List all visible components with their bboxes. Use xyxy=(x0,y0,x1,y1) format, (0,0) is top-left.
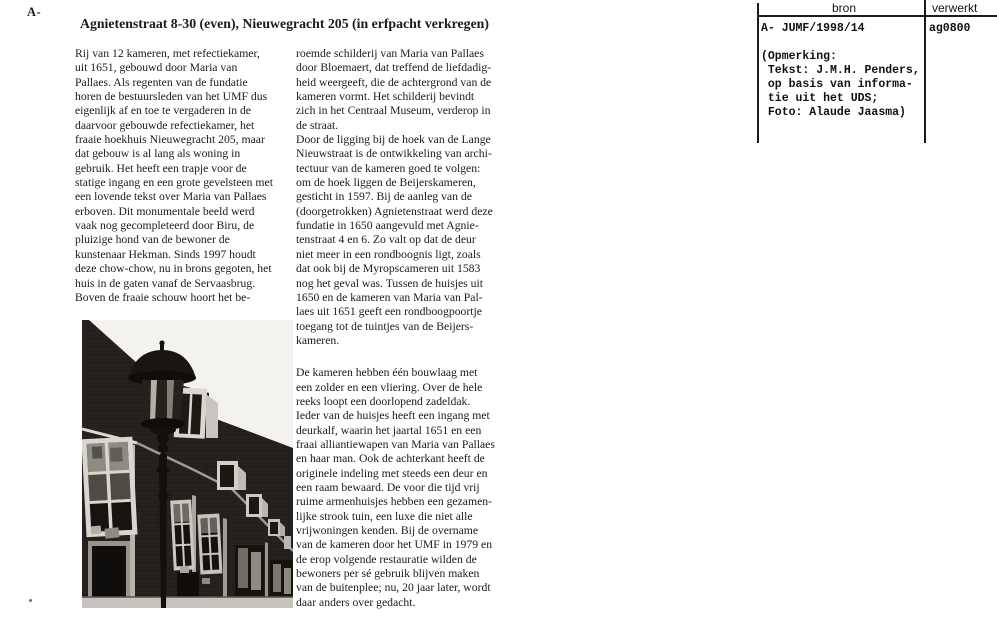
building-photo-image xyxy=(82,320,293,608)
table-column-divider xyxy=(924,0,926,143)
register-table xyxy=(0,0,997,146)
register-bron-value: A- JUMF/1998/14 xyxy=(761,22,865,35)
table-left-border xyxy=(757,3,759,143)
article-paragraph-1: roemde schilderij van Maria van Pallaes door Bloemaert, dat treffend de liefdadig- heid weergeeft, die de achtergrond van de kameren vormt. Het schilderij bevindt zich in het Centraal Museum, verderop in de straat. Door de ligging bij de hoek van de Lange Nieuwstraat is de ontwikkeling van archi- tectuur van de kameren goed te volgen: om de hoek liggen de Beijerskameren, gesticht in 1597. Bij de aanleg van de (doorgetrokken) Agnietenstraat werd deze fundatie in 1650 aangevuld met Agnie- tenstraat 4 en 6. Zo valt op dat de deur niet meer in een rondboognis ligt, zoals dat ook bij de Myropscameren uit 1583 nog het geval was. Tussen de huisjes uit 1650 en de kameren van Maria van Pal- laes uit 1651 geeft een rondboogpoortje toegang tot de tuintjes van de Beijers- kameren. xyxy=(296,47,493,347)
article-column-1: Rij van 12 kameren, met refectiekamer, uit 1651, gebouwd door Maria van Pallaes. Als regenten van de fundatie horen de bestuursleden van het UMF dus eigenlijk af en toe te vergaderen in de daarvoor gebouwde refectiekamer, het fraaie hoekhuis Nieuwegracht 205, maar dat gebouw is al lang als woning in gebruik. Het heeft een trapje voor de statige ingang en een grote gevelsteen met een lovende tekst over Maria van Pallaes erboven. Dit monumentale beeld werd vaak nog gecompleteerd door Biru, de pluizige hond van de bewoner de kunstenaar Hekman. Sinds 1997 houdt deze chow-chow, nu in brons gegoten, het huis in de gaten vanaf de Servaasbrug. Boven de fraaie schouw hoort het be- xyxy=(75,47,273,304)
margin-note: A- xyxy=(27,5,42,19)
scan-artifact-dot xyxy=(29,599,32,602)
article-title: Agnietenstraat 8-30 (even), Nieuwegracht 205 (in erfpacht verkregen) xyxy=(80,16,489,31)
register-verwerkt-value: ag0800 xyxy=(929,22,971,35)
building-photo xyxy=(82,320,293,608)
register-header-bron: bron xyxy=(831,1,857,15)
register-remark: (Opmerking: Tekst: J.M.H. Penders, op basis van informa- tie uit het UDS; Foto: Alaude Jaasma) xyxy=(761,50,920,119)
register-header-verwerkt: verwerkt xyxy=(932,1,978,15)
article-paragraph-2: De kameren hebben één bouwlaag met een zolder en een vliering. Over de hele reeks loopt een doorlopend zadeldak. Ieder van de huisjes heeft een ingang met deurkalf, waarin het jaartal 1651 en een fraai alliantiewapen van Maria van Pallaes en haar man. Ook de achterkant heeft de originele indeling met steeds een deur en een raam bewaard. De voor die tijd vrij ruime armenhuisjes hebben een gezamen- lijke strook tuin, een luxe die niet alle vrijwoningen kenden. Bij de overname van de kameren door het UMF in 1979 en de erop volgende restauratie wilden de bewoners per sé gebruik blijven maken van de buitenplee; nu, 20 jaar later, wordt daar anders over gedacht. xyxy=(296,366,495,609)
table-header-rule xyxy=(757,15,997,17)
